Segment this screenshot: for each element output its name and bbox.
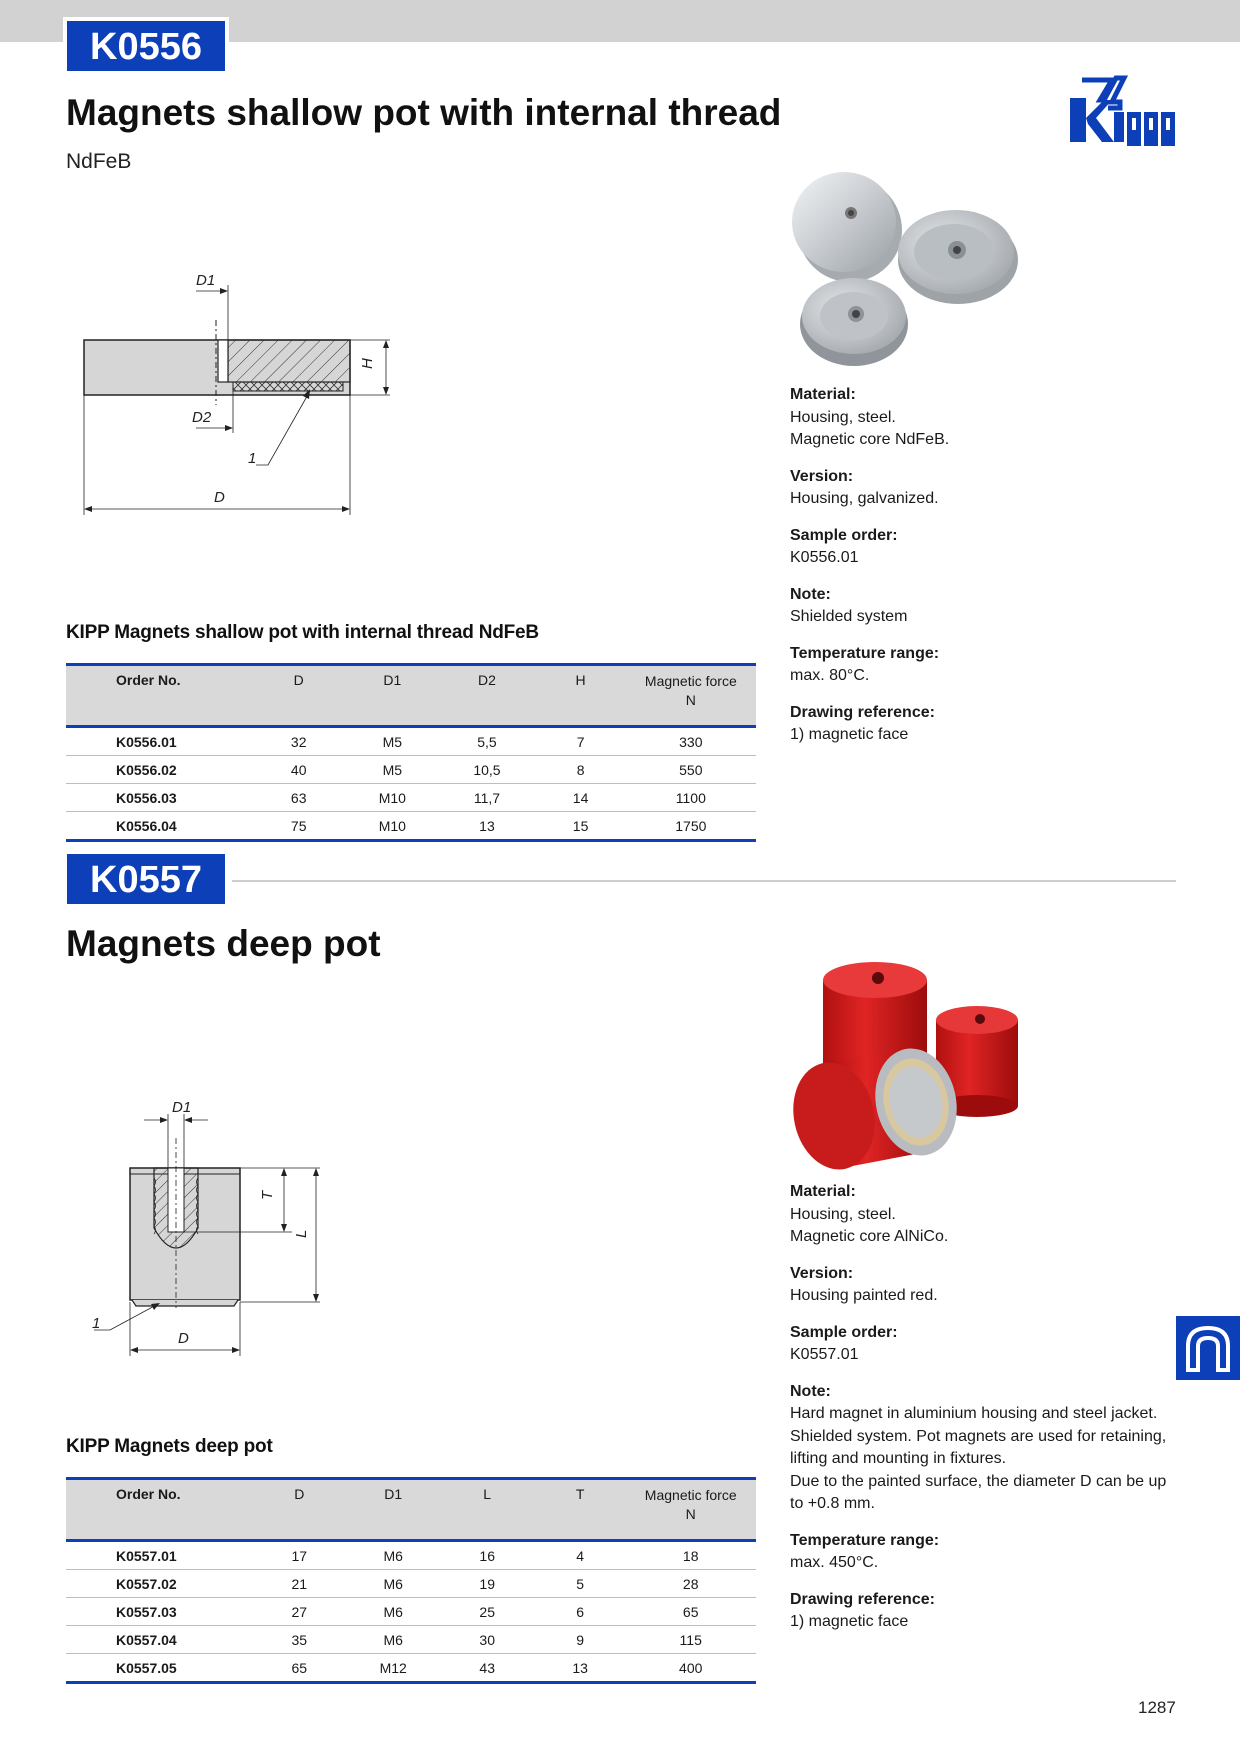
order-number-cell: K0556.01 <box>66 727 251 756</box>
drawing1-label-ref: 1 <box>248 450 257 467</box>
table-cell: 65 <box>252 1654 347 1683</box>
product-code-badge-k0557: K0557 <box>63 850 229 908</box>
table-cell: 32 <box>251 727 346 756</box>
order-number-cell: K0556.03 <box>66 784 251 812</box>
version-value: Housing, galvanized. <box>790 490 939 507</box>
table-cell: 6 <box>535 1598 625 1626</box>
version-value: Housing painted red. <box>790 1287 938 1304</box>
table-cell: 65 <box>625 1598 756 1626</box>
table-cell: 1100 <box>626 784 756 812</box>
table-cell: 330 <box>626 727 756 756</box>
note-value: Shielded system <box>790 608 908 625</box>
table-cell: 15 <box>536 812 626 841</box>
table-cell: 115 <box>625 1626 756 1654</box>
table-cell: 13 <box>535 1654 625 1683</box>
table-cell: 19 <box>439 1570 534 1598</box>
order-number-cell: K0557.02 <box>66 1570 252 1598</box>
section1-info <box>790 384 1180 761</box>
table-row <box>66 1626 756 1654</box>
section2-info <box>790 1181 1190 1648</box>
temperature-value: max. 450°C. <box>790 1554 879 1571</box>
sample-order-value: K0557.01 <box>790 1346 859 1363</box>
order-number-cell: K0557.03 <box>66 1598 252 1626</box>
table-row <box>66 784 756 812</box>
note-line: to +0.8 mm. <box>790 1495 875 1512</box>
section2-title: Magnets deep pot <box>66 923 381 964</box>
material-line: Housing, steel. <box>790 1205 896 1223</box>
column-header: D <box>251 665 346 727</box>
section2-table-title: KIPP Magnets deep pot <box>66 1436 273 1457</box>
table-cell: M6 <box>347 1626 439 1654</box>
table-cell: 5,5 <box>438 727 535 756</box>
table-header-row <box>66 665 756 727</box>
table-cell: 25 <box>439 1598 534 1626</box>
drawing2-label-ref: 1 <box>92 1315 101 1332</box>
section1-technical-drawing <box>70 265 400 525</box>
temperature-value: max. 80°C. <box>790 667 870 684</box>
material-line: Magnetic core AlNiCo. <box>790 1228 949 1245</box>
sample-order-value: K0556.01 <box>790 549 859 566</box>
order-number-cell: K0557.05 <box>66 1654 252 1683</box>
section-divider <box>232 880 1176 882</box>
table-cell: 63 <box>251 784 346 812</box>
column-header: Order No. <box>66 1479 252 1541</box>
table-cell: 35 <box>252 1626 347 1654</box>
note-line: Due to the painted surface, the diameter D can be up <box>790 1472 1167 1490</box>
section2-product-image <box>786 962 1026 1172</box>
table-cell: M10 <box>346 812 438 841</box>
table-cell: 400 <box>625 1654 756 1683</box>
drawing-reference-value: 1) magnetic face <box>790 1613 909 1630</box>
table-cell: 27 <box>252 1598 347 1626</box>
table-cell: 17 <box>252 1541 347 1570</box>
category-side-tab[interactable] <box>1176 1316 1240 1380</box>
column-header: D1 <box>347 1479 439 1541</box>
table-cell: 7 <box>536 727 626 756</box>
table-cell: 30 <box>439 1626 534 1654</box>
table-cell: 550 <box>626 756 756 784</box>
column-header: Magnetic force N <box>625 1479 756 1541</box>
column-header: D <box>252 1479 347 1541</box>
table-cell: M5 <box>346 727 438 756</box>
drawing2-label-l: L <box>293 1229 310 1238</box>
temperature-label: Temperature range: <box>790 1531 940 1549</box>
table-row <box>66 1598 756 1626</box>
table-cell: 9 <box>535 1626 625 1654</box>
table-cell: 10,5 <box>438 756 535 784</box>
table-cell: M5 <box>346 756 438 784</box>
table-cell: 11,7 <box>438 784 535 812</box>
material-label: Material: <box>790 1183 856 1200</box>
column-header: D1 <box>346 665 438 727</box>
section1-title: Magnets shallow pot with internal thread <box>66 92 782 133</box>
table-cell: M6 <box>347 1570 439 1598</box>
drawing1-label-h: H <box>359 358 376 369</box>
section2-spec-table <box>66 1477 756 1684</box>
order-number-cell: K0556.04 <box>66 812 251 841</box>
kipp-logo-icon <box>1064 72 1182 160</box>
drawing2-label-d1: D1 <box>172 1099 192 1116</box>
table-row <box>66 1570 756 1598</box>
note-line: lifting and mounting in fixtures. <box>790 1450 1007 1467</box>
table-cell: 14 <box>536 784 626 812</box>
drawing2-label-t: T <box>259 1190 276 1200</box>
table-row <box>66 812 756 841</box>
table-cell: 4 <box>535 1541 625 1570</box>
column-header: Magnetic force N <box>626 665 756 727</box>
table-cell: 43 <box>439 1654 534 1683</box>
drawing2-label-d: D <box>178 1330 189 1347</box>
order-number-cell: K0556.02 <box>66 756 251 784</box>
drawing1-label-d2: D2 <box>192 409 212 426</box>
table-row <box>66 756 756 784</box>
sample-order-label: Sample order: <box>790 526 898 544</box>
table-cell: 13 <box>438 812 535 841</box>
table-cell: 1750 <box>626 812 756 841</box>
magnet-tab-icon <box>1176 1316 1240 1380</box>
section1-table-title: KIPP Magnets shallow pot with internal thread NdFeB <box>66 622 539 643</box>
table-cell: 18 <box>625 1541 756 1570</box>
table-cell: M12 <box>347 1654 439 1683</box>
table-row <box>66 727 756 756</box>
table-row <box>66 1541 756 1570</box>
column-header: D2 <box>438 665 535 727</box>
section1-product-image <box>788 162 1048 372</box>
column-header: T <box>535 1479 625 1541</box>
drawing-reference-label: Drawing reference: <box>790 703 935 721</box>
table-cell: 40 <box>251 756 346 784</box>
table-cell: 21 <box>252 1570 347 1598</box>
version-label: Version: <box>790 1264 854 1282</box>
order-number-cell: K0557.01 <box>66 1541 252 1570</box>
material-label: Material: <box>790 386 856 403</box>
table-cell: 28 <box>625 1570 756 1598</box>
sample-order-label: Sample order: <box>790 1323 898 1341</box>
drawing1-label-d: D <box>214 489 225 506</box>
note-label: Note: <box>790 1382 831 1400</box>
drawing-reference-value: 1) magnetic face <box>790 726 909 743</box>
column-header: Order No. <box>66 665 251 727</box>
table-cell: 8 <box>536 756 626 784</box>
table-row <box>66 1654 756 1683</box>
material-line: Magnetic core NdFeB. <box>790 431 950 448</box>
note-line: Hard magnet in aluminium housing and steel jacket. <box>790 1405 1158 1422</box>
section1-subtitle: NdFeB <box>66 150 132 173</box>
table-cell: 16 <box>439 1541 534 1570</box>
version-label: Version: <box>790 467 854 485</box>
table-cell: M6 <box>347 1598 439 1626</box>
column-header: H <box>536 665 626 727</box>
section2-technical-drawing <box>80 1098 340 1368</box>
table-cell: 5 <box>535 1570 625 1598</box>
column-header: L <box>439 1479 534 1541</box>
note-label: Note: <box>790 585 831 603</box>
product-code-badge-k0556: K0556 <box>63 17 229 75</box>
table-header-row <box>66 1479 756 1541</box>
page-number: 1287 <box>1138 1698 1176 1717</box>
table-cell: 75 <box>251 812 346 841</box>
temperature-label: Temperature range: <box>790 644 940 662</box>
section1-spec-table <box>66 663 756 842</box>
note-line: Shielded system. Pot magnets are used for retaining, <box>790 1427 1167 1445</box>
table-cell: M6 <box>347 1541 439 1570</box>
drawing1-label-d1: D1 <box>196 272 216 289</box>
material-line: Housing, steel. <box>790 408 896 426</box>
order-number-cell: K0557.04 <box>66 1626 252 1654</box>
drawing-reference-label: Drawing reference: <box>790 1590 935 1608</box>
table-cell: M10 <box>346 784 438 812</box>
